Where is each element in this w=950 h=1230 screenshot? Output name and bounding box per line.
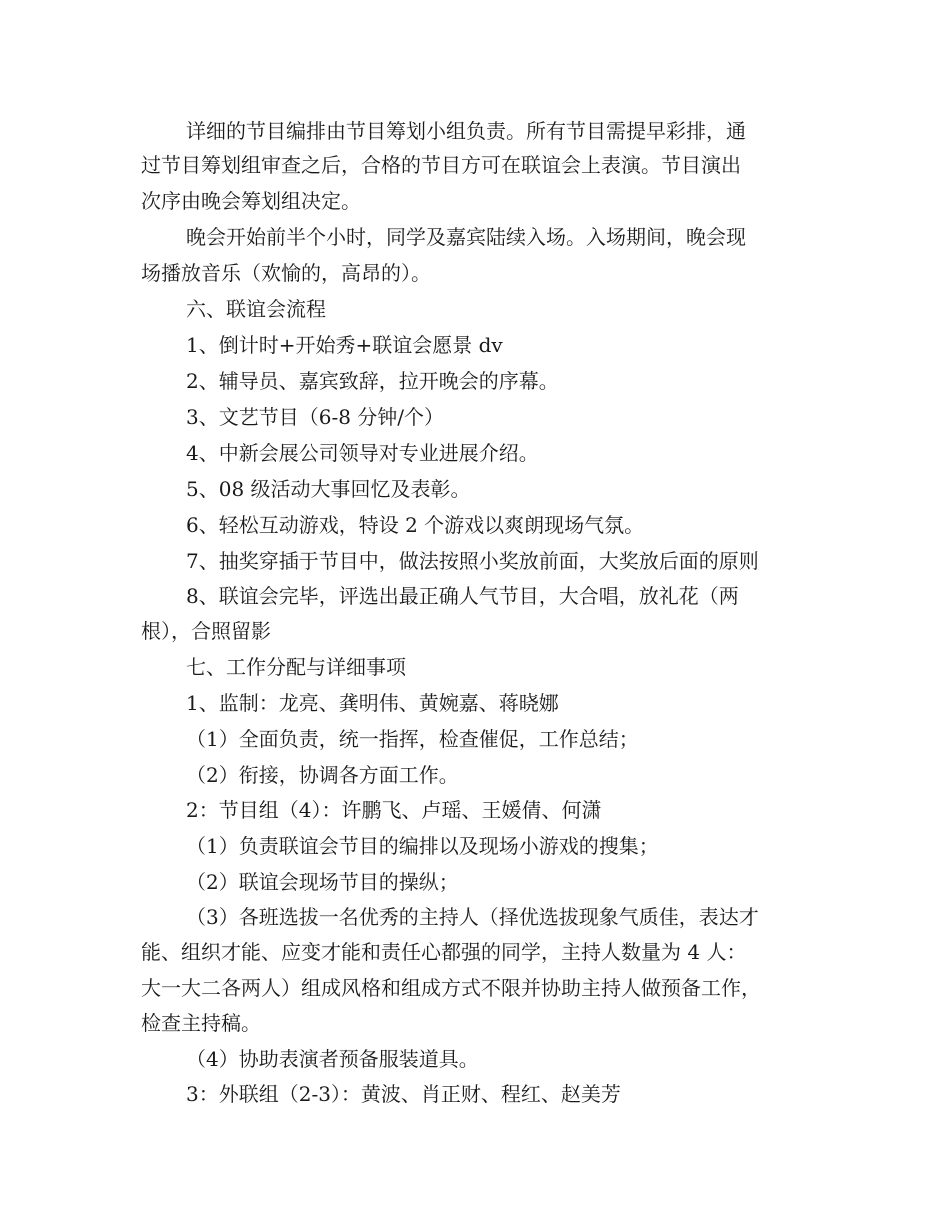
list-item-continuation: 根），合照留影 [141, 619, 271, 643]
paragraph-line: 详细的节目编排由节目筹划小组负责。所有节目需提早彩排，通 [186, 119, 746, 143]
list-item: 7、抽奖穿插于节目中，做法按照小奖放前面，大奖放后面的原则 [186, 549, 759, 573]
sub-item: （2）联谊会现场节目的操纵； [186, 870, 459, 894]
list-item: 6、轻松互动游戏，特设 2 个游戏以爽朗现场气氛。 [186, 513, 645, 537]
sub-item-continuation: 检查主持稿。 [141, 1011, 261, 1035]
paragraph-line: 次序由晚会筹划组决定。 [141, 189, 361, 213]
list-item: 4、中新会展公司领导对专业进展介绍。 [186, 441, 539, 465]
sub-item-continuation: 大一大二各两人）组成风格和组成方式不限并协助主持人做预备工作， [141, 976, 761, 1000]
section-heading: 六、联谊会流程 [186, 297, 326, 321]
list-item: 3：外联组（2-3）：黄波、肖正财、程红、赵美芳 [186, 1082, 621, 1106]
section-heading: 七、工作分配与详细事项 [186, 655, 406, 679]
sub-item: （1）全面负责，统一指挥，检查催促，工作总结； [186, 727, 639, 751]
sub-item-continuation: 能、组织才能、应变才能和责任心都强的同学，主持人数量为 4 人： [141, 940, 747, 964]
sub-item: （1）负责联谊会节目的编排以及现场小游戏的搜集； [186, 834, 659, 858]
paragraph-line: 过节目筹划组审查之后，合格的节目方可在联谊会上表演。节目演出 [141, 153, 741, 177]
paragraph-line: 场播放音乐（欢愉的，高昂的）。 [141, 261, 431, 285]
list-item: 2：节目组（4）：许鹏飞、卢瑶、王媛倩、何潇 [186, 798, 602, 822]
sub-item: （4）协助表演者预备服装道具。 [186, 1047, 479, 1071]
list-item: 3、文艺节目（6-8 分钟/个） [186, 405, 445, 429]
list-item: 1、倒计时+开始秀+联谊会愿景 dv [186, 333, 503, 357]
list-item: 2、辅导员、嘉宾致辞，拉开晚会的序幕。 [186, 369, 559, 393]
sub-item: （3）各班选拔一名优秀的主持人（择优选拔现象气质佳，表达才 [186, 905, 759, 929]
list-item: 5、08 级活动大事回忆及表彰。 [186, 477, 471, 501]
sub-item: （2）衔接，协调各方面工作。 [186, 763, 459, 787]
paragraph-line: 晚会开始前半个小时，同学及嘉宾陆续入场。入场期间，晚会现 [186, 225, 746, 249]
list-item: 1、监制：龙亮、龚明伟、黄婉嘉、蒋晓娜 [186, 691, 559, 715]
list-item: 8、联谊会完毕，评选出最正确人气节目，大合唱，放礼花（两 [186, 584, 739, 608]
